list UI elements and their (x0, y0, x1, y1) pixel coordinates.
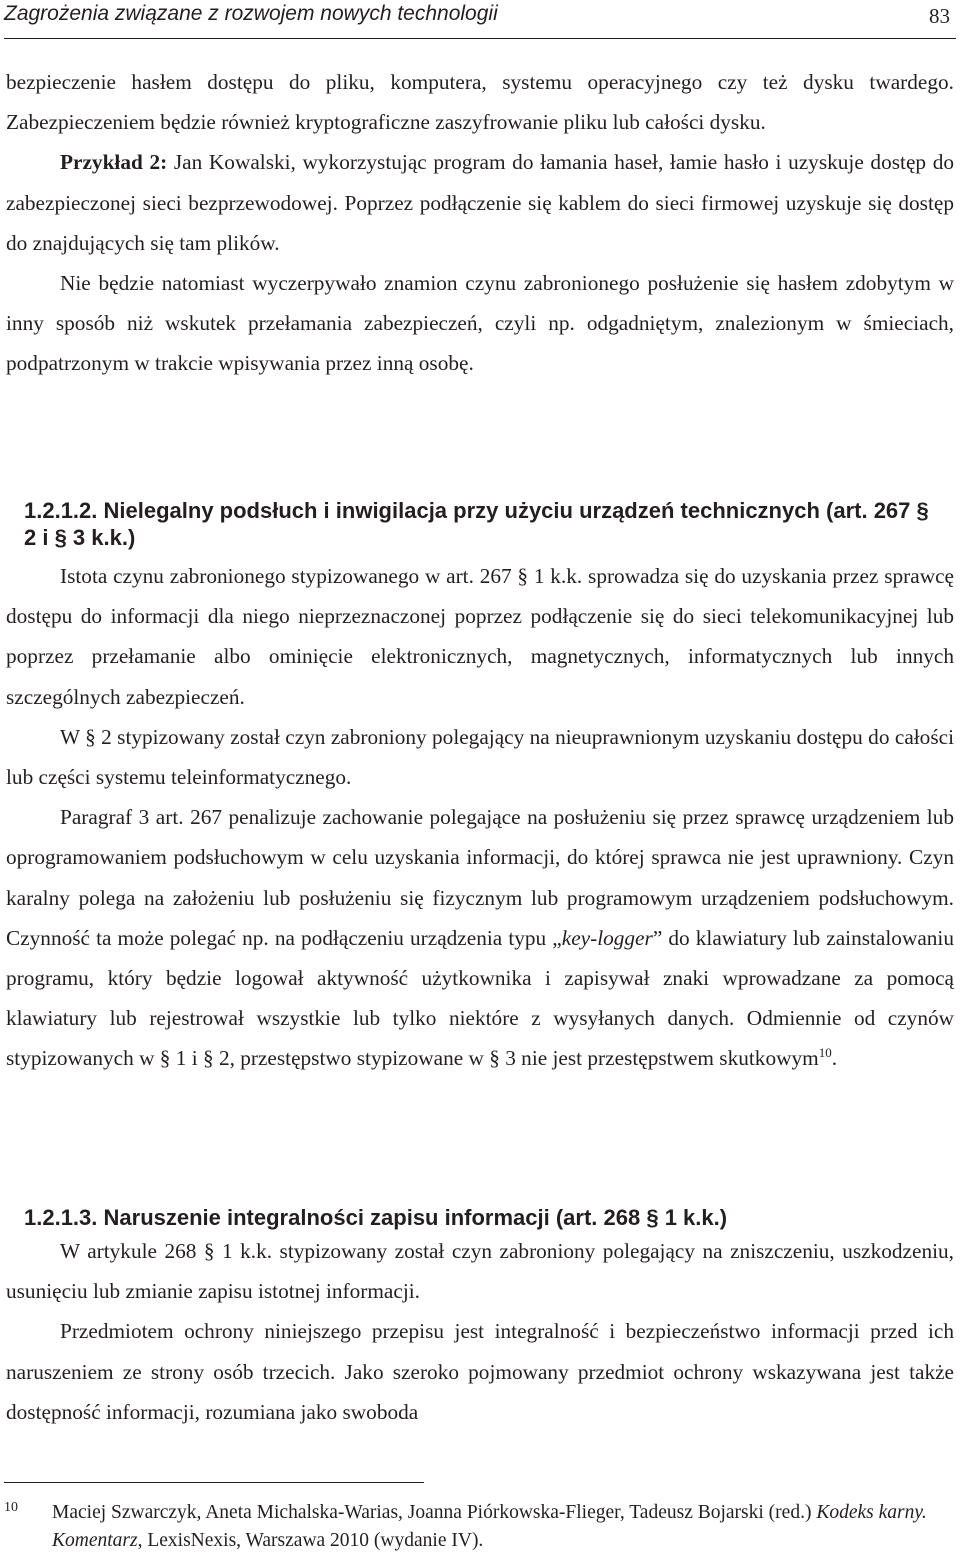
footnote-title-italic: Kodeks karny. Komentarz (52, 1502, 927, 1551)
section-number: 1.2.1.2. (24, 498, 98, 523)
section-number: 1.2.1.3. (24, 1205, 98, 1230)
section-heading-1213 (24, 1204, 944, 1231)
footnote-text (52, 1499, 954, 1555)
footnote-mark: 10 (4, 1500, 18, 1515)
paragraph-text: . (831, 1046, 838, 1071)
term-italic: key-logger (561, 925, 653, 950)
page-number: 83 (929, 4, 950, 28)
footnote-reference[interactable]: 10 (818, 1045, 832, 1061)
footnote (4, 1499, 954, 1555)
paragraph: Istota czynu zabronionego stypizowanego w art. 267 § 1 k.k. sprowadza się do uzyskania przez sprawcę dostępu do informacji dla niego nieprzeznaczonej poprzez podłączenie się do sieci telekomunikacyjnej lub poprzez przełamanie albo ominięcie elektronicznych, magnetycznych, informatycznych lub innych szczególnych zabezpieczeń. (6, 564, 954, 709)
section-heading-1212 (24, 497, 944, 551)
section-1213-text (6, 1231, 954, 1432)
paragraph: W § 2 stypizowany został czyn zabroniony polegający na nieuprawnionym uzyskaniu dostępu do całości lub części systemu teleinformatycznego. (6, 724, 954, 790)
paragraph (6, 797, 954, 1078)
example-text: Jan Kowalski, wykorzystując program do łamania haseł, łamie hasło i uzyskuje dostęp do zabezpieczonej sieci bezprzewodowej. Poprzez podłączenie się kablem do sieci firmowej uzyskuje się dostęp do znajdujących się tam plików. (6, 150, 954, 255)
paragraph: Nie będzie natomiast wyczerpywało znamion czynu zabronionego posłużenie się hasłem zdobytym w inny sposób niż wskutek przełamania zabezpieczeń, czyli np. odgadniętym, znalezionym w śmieciach, podpatrzonym w trakcie wpisywania przez inną osobę. (6, 271, 954, 376)
section-title: Naruszenie integralności zapisu informacji (art. 268 § 1 k.k.) (103, 1205, 728, 1230)
paragraph: Przedmiotem ochrony niniejszego przepisu jest integralność i bezpieczeństwo informacji przed ich naruszeniem ze strony osób trzecich. Jako szeroko pojmowany przedmiot ochrony wskazywana jest także dostępność informacji, rozumiana jako swoboda (6, 1319, 954, 1424)
footnote-text-part: Maciej Szwarczyk, Aneta Michalska-Warias, Joanna Piórkowska-Flieger, Tadeusz Bojarski (red.) (52, 1502, 817, 1523)
example-paragraph (6, 142, 954, 263)
section-title: Nielegalny podsłuch i inwigilacja przy użyciu urządzeń technicznych (art. 267 § 2 i § 3 k.k.) (24, 498, 929, 550)
running-header (4, 0, 956, 39)
paragraph: W artykule 268 § 1 k.k. stypizowany został czyn zabroniony polegający na zniszczeniu, uszkodzeniu, usunięciu lub zmianie zapisu istotnej informacji. (6, 1239, 954, 1304)
running-title: Zagrożenia związane z rozwojem nowych technologii (4, 2, 498, 25)
top-text-block (6, 62, 954, 384)
footnote-divider (4, 1482, 424, 1483)
footnote-text-part: , LexisNexis, Warszawa 2010 (wydanie IV). (137, 1530, 484, 1551)
paragraph: bezpieczenie hasłem dostępu do pliku, komputera, systemu operacyjnego czy też dysku twardego. Zabezpieczeniem będzie również kryptograficzne zaszyfrowanie pliku lub całości dysku. (6, 70, 954, 135)
paragraph-text: ” do klawiatury lub zainstalowaniu programu, który będzie logował aktywność użytkownika i zapisywał znaki wprowadzane za pomocą klawiatury lub rejestrował wszystkie lub tylko niektóre z wysyłanych danych. Odmiennie od czynów stypizowanych w § 1 i § 2, przestępstwo stypizowane w § 3 nie jest przestępstwem skutkowym (6, 925, 954, 1071)
section-1212-text (6, 556, 954, 1079)
paragraph-text: Paragraf 3 art. 267 penalizuje zachowanie polegające na posłużeniu się przez sprawcę urządzeniem lub oprogramowaniem podsłuchowym w celu uzyskania informacji, do której sprawca nie jest uprawniony. Czyn karalny polega na założeniu lub posłużeniu się fizycznym lub programowym urządzeniem podsłuchowym. Czynność ta może polegać np. na podłączeniu urządzenia typu „ (6, 805, 954, 950)
example-label: Przykład 2: (60, 150, 168, 175)
